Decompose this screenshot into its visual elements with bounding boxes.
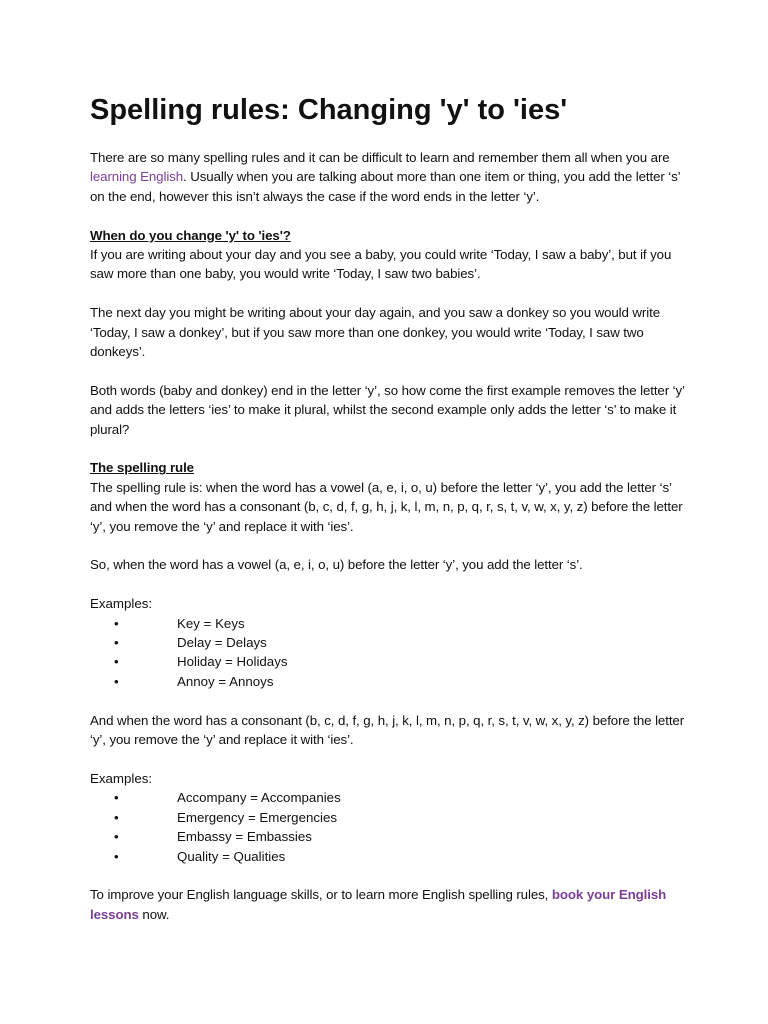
vowel-rule-paragraph: So, when the word has a vowel (a, e, i, o, u) before the letter ‘y’, you add the letter ‘s’.	[90, 557, 583, 573]
section-heading-when: When do you change 'y' to 'ies'?	[90, 227, 291, 243]
vowel-examples-list	[90, 614, 690, 692]
example-text: Quality = Qualities	[177, 848, 286, 864]
list-item	[90, 808, 690, 827]
intro-text-after: . Usually when you are talking about more than one item or thing, you add the letter ‘s’ on the end, however this isn’t always the case if the word ends in the letter ‘y’.	[90, 169, 681, 204]
rule-text: The spelling rule is: when the word has a vowel (a, e, i, o, u) before the letter ‘y’, you add the letter ‘s’ and when the word has a consonant (b, c, d, f, g, h, j, k, l, m, n, p, q, r, s, t, v, w, x, y, z) before the letter ‘y’, you remove the ‘y’ and replace it with ‘ies’.	[90, 479, 683, 534]
example-text: Embassy = Embassies	[177, 829, 312, 845]
bullet-icon: •	[114, 809, 119, 825]
list-item	[90, 652, 690, 671]
closing-paragraph	[90, 885, 690, 924]
learning-english-link[interactable]: learning English	[90, 169, 184, 185]
intro-text-before: There are so many spelling rules and it can be difficult to learn and remember them all when you are	[90, 150, 670, 165]
example-text: Delay = Delays	[177, 635, 267, 651]
example-text: Key = Keys	[177, 615, 245, 631]
closing-text-after: now.	[138, 906, 170, 922]
list-item	[90, 788, 690, 807]
example-text: Accompany = Accompanies	[177, 790, 341, 806]
examples-label-consonant: Examples:	[90, 770, 153, 786]
example-text: Annoy = Annoys	[177, 673, 274, 689]
consonant-rule-paragraph: And when the word has a consonant (b, c, d, f, g, h, j, k, l, m, n, p, q, r, s, t, v, w, x, y, z) before the letter ‘y’, you remove the ‘y’ and replace it with ‘ies’.	[90, 712, 685, 748]
section-rule-paragraph	[90, 458, 690, 536]
section-when-paragraph-3: Both words (baby and donkey) end in the letter ‘y’, so how come the first example removes the letter ‘y’ and adds the letters ‘ies’ to make it plural, whilst the second example only adds the letter ‘s’ to make it plural?	[90, 382, 685, 437]
book-lessons-link[interactable]: book your English lessons	[90, 887, 667, 922]
list-item	[90, 827, 690, 846]
list-item	[90, 614, 690, 633]
bullet-icon: •	[114, 790, 119, 806]
section-when-paragraph-2: The next day you might be writing about your day again, and you saw a donkey so you would write ‘Today, I saw a donkey’, but if you saw more than one donkey, you would write ‘Today, I saw two donkeys’.	[90, 305, 660, 360]
section-when-paragraph-1	[90, 226, 690, 284]
bullet-icon: •	[114, 654, 119, 670]
list-item	[90, 633, 690, 652]
consonant-examples-list	[90, 788, 690, 866]
list-item	[90, 847, 690, 866]
bullet-icon: •	[114, 829, 119, 845]
example-text: Emergency = Emergencies	[177, 809, 338, 825]
examples-label-vowel: Examples:	[90, 596, 153, 612]
bullet-icon: •	[114, 673, 119, 689]
example-text: Holiday = Holidays	[177, 654, 288, 670]
page-title: Spelling rules: Changing 'y' to 'ies'	[90, 94, 568, 126]
section-heading-rule: The spelling rule	[90, 460, 194, 476]
section-when-text-1: If you are writing about your day and you see a baby, you could write ‘Today, I saw a baby’, but if you saw more than one baby, you would write ‘Today, I saw two babies’.	[90, 247, 672, 282]
bullet-icon: •	[114, 635, 119, 651]
list-item	[90, 672, 690, 691]
bullet-icon: •	[114, 615, 119, 631]
closing-text-before: To improve your English language skills, or to learn more English spelling rules,	[90, 887, 552, 903]
intro-paragraph	[90, 148, 690, 206]
document-page	[90, 90, 690, 944]
bullet-icon: •	[114, 848, 119, 864]
